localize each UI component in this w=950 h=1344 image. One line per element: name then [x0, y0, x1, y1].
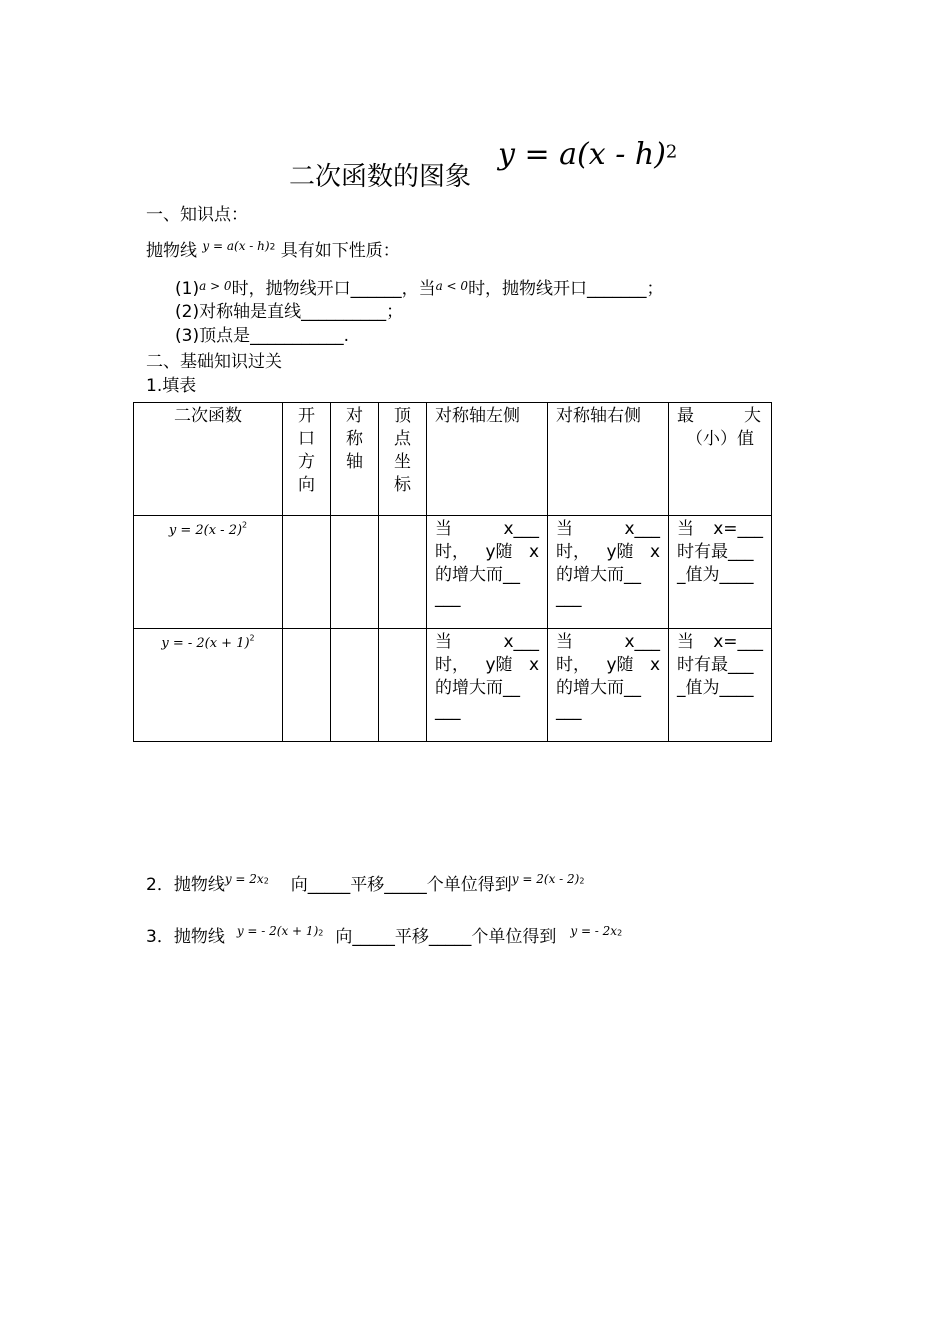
row1-right-trend: 的增大而__ [556, 565, 641, 585]
row1-left-trend: 的增大而__ [435, 565, 520, 585]
table-row [134, 516, 772, 629]
title-formula-exponent: 2 [665, 141, 678, 163]
row2-right-time: 时， [556, 655, 590, 675]
row2-right-y: y随 [606, 655, 634, 675]
header-extreme [669, 403, 772, 516]
item1-cond-negative: a < 0 [435, 279, 469, 293]
row1-left-y: y随 [485, 542, 513, 562]
row1-right-x: x___ [624, 519, 660, 539]
q2-formula-source-exp: 2 [263, 876, 269, 886]
question-3 [146, 920, 622, 948]
row2-opening-cell[interactable] [283, 629, 331, 742]
table-row [134, 629, 772, 742]
row1-left-x: x___ [503, 519, 539, 539]
section2-heading: 二、基础知识过关 [146, 352, 282, 372]
title-formula-text: y = a(x - h) [498, 137, 666, 172]
header-function-label: 二次函数 [174, 406, 242, 426]
row2-left-x2: x [528, 655, 539, 675]
header-extreme-a: 最 [677, 406, 694, 426]
row2-right-trend: 的增大而__ [556, 678, 641, 698]
row1-left-x2: x [528, 542, 539, 562]
row1-ext-most: 时有最___ [677, 542, 754, 562]
intro-suffix: 具有如下性质： [280, 241, 400, 261]
row1-right-cell[interactable] [548, 516, 669, 629]
row2-left-when: 当 [435, 632, 452, 652]
row1-function-formula: y = 2(x - 2) [168, 523, 243, 538]
row2-left-trend: 的增大而__ [435, 678, 520, 698]
intro-formula: y = a(x - h) [202, 239, 270, 253]
page-title [289, 160, 471, 194]
item1-text-b: 时，抛物线开口_______； [468, 279, 664, 299]
row1-right-when: 当 [556, 519, 573, 539]
row2-function-exponent: 2 [249, 633, 255, 643]
row1-ext-value: _值为____ [677, 565, 754, 585]
row1-axis-cell[interactable] [331, 516, 379, 629]
q3-prefix: 3．抛物线 [146, 927, 225, 947]
row1-ext-when: 当 [677, 519, 694, 539]
row2-right-x2: x [649, 655, 660, 675]
row1-opening-cell[interactable] [283, 516, 331, 629]
q2-mid: 向_____平移_____个单位得到 [290, 875, 512, 895]
q3-formula-source-exp: 2 [318, 928, 324, 938]
row1-left-time: 时， [435, 542, 469, 562]
row2-function [134, 629, 283, 742]
property-item-3: (3)顶点是___________. [175, 326, 349, 346]
row1-extreme-cell[interactable] [669, 516, 772, 629]
item1-number: (1) [175, 279, 200, 299]
q2-formula-source: y = 2x [224, 872, 264, 886]
property-item-2: (2)对称轴是直线__________； [175, 302, 404, 322]
row2-left-cell[interactable] [427, 629, 548, 742]
row2-function-formula: y = - 2(x + 1) [161, 636, 250, 651]
intro-prefix: 抛物线 [146, 241, 197, 261]
section1-heading: 一、知识点： [146, 205, 248, 225]
item1-text-a: 时，抛物线开口______，当 [231, 279, 436, 299]
row2-left-blank: ___ [435, 701, 461, 721]
header-opening: 开 口 方 向 [283, 403, 331, 516]
intro-formula-exponent: 2 [269, 242, 276, 253]
row1-right-time: 时， [556, 542, 590, 562]
row1-function-exponent: 2 [242, 520, 248, 530]
header-left-label: 对称轴左侧 [435, 406, 520, 426]
row1-right-x2: x [649, 542, 660, 562]
q2-formula-target: y = 2(x - 2) [511, 872, 580, 886]
row2-ext-value: _值为____ [677, 678, 754, 698]
title-text: 二次函数的图象 [289, 162, 472, 192]
header-left-of-axis [427, 403, 548, 516]
row2-ext-x: x=___ [713, 632, 763, 652]
header-extreme-b: 大 [744, 406, 761, 426]
fill-in-table [133, 402, 772, 742]
row1-left-cell[interactable] [427, 516, 548, 629]
section2-sub: 1.填表 [146, 376, 197, 396]
property-item-1 [175, 275, 664, 300]
row1-vertex-cell[interactable] [379, 516, 427, 629]
section1-intro [146, 235, 400, 262]
row1-ext-x: x=___ [713, 519, 763, 539]
row1-function [134, 516, 283, 629]
row2-ext-when: 当 [677, 632, 694, 652]
q3-formula-source: y = - 2(x + 1) [236, 924, 319, 938]
row2-right-when: 当 [556, 632, 573, 652]
row1-left-blank: ___ [435, 588, 461, 608]
q3-formula-target-exp: 2 [617, 928, 623, 938]
q2-prefix: 2．抛物线 [146, 875, 225, 895]
row2-ext-most: 时有最___ [677, 655, 754, 675]
header-right-of-axis [548, 403, 669, 516]
row2-left-time: 时， [435, 655, 469, 675]
title-formula [498, 137, 677, 172]
row1-right-blank: ___ [556, 588, 582, 608]
header-function [134, 403, 283, 516]
row1-left-when: 当 [435, 519, 452, 539]
row2-right-blank: ___ [556, 701, 582, 721]
header-vertex: 顶 点 坐 标 [379, 403, 427, 516]
row2-right-x: x___ [624, 632, 660, 652]
row2-vertex-cell[interactable] [379, 629, 427, 742]
header-axis: 对 称 轴 [331, 403, 379, 516]
header-extreme-c: （小）值 [686, 429, 754, 449]
row2-left-y: y随 [485, 655, 513, 675]
row2-extreme-cell[interactable] [669, 629, 772, 742]
row2-axis-cell[interactable] [331, 629, 379, 742]
row2-right-cell[interactable] [548, 629, 669, 742]
q2-formula-target-exp: 2 [579, 876, 585, 886]
item1-cond-positive: a > 0 [199, 279, 232, 293]
row2-left-x: x___ [503, 632, 539, 652]
row1-right-y: y随 [606, 542, 634, 562]
header-right-label: 对称轴右侧 [556, 406, 641, 426]
q3-mid: 向_____平移_____个单位得到 [335, 927, 557, 947]
q3-formula-target: y = - 2x [570, 924, 618, 938]
question-2 [146, 868, 584, 896]
